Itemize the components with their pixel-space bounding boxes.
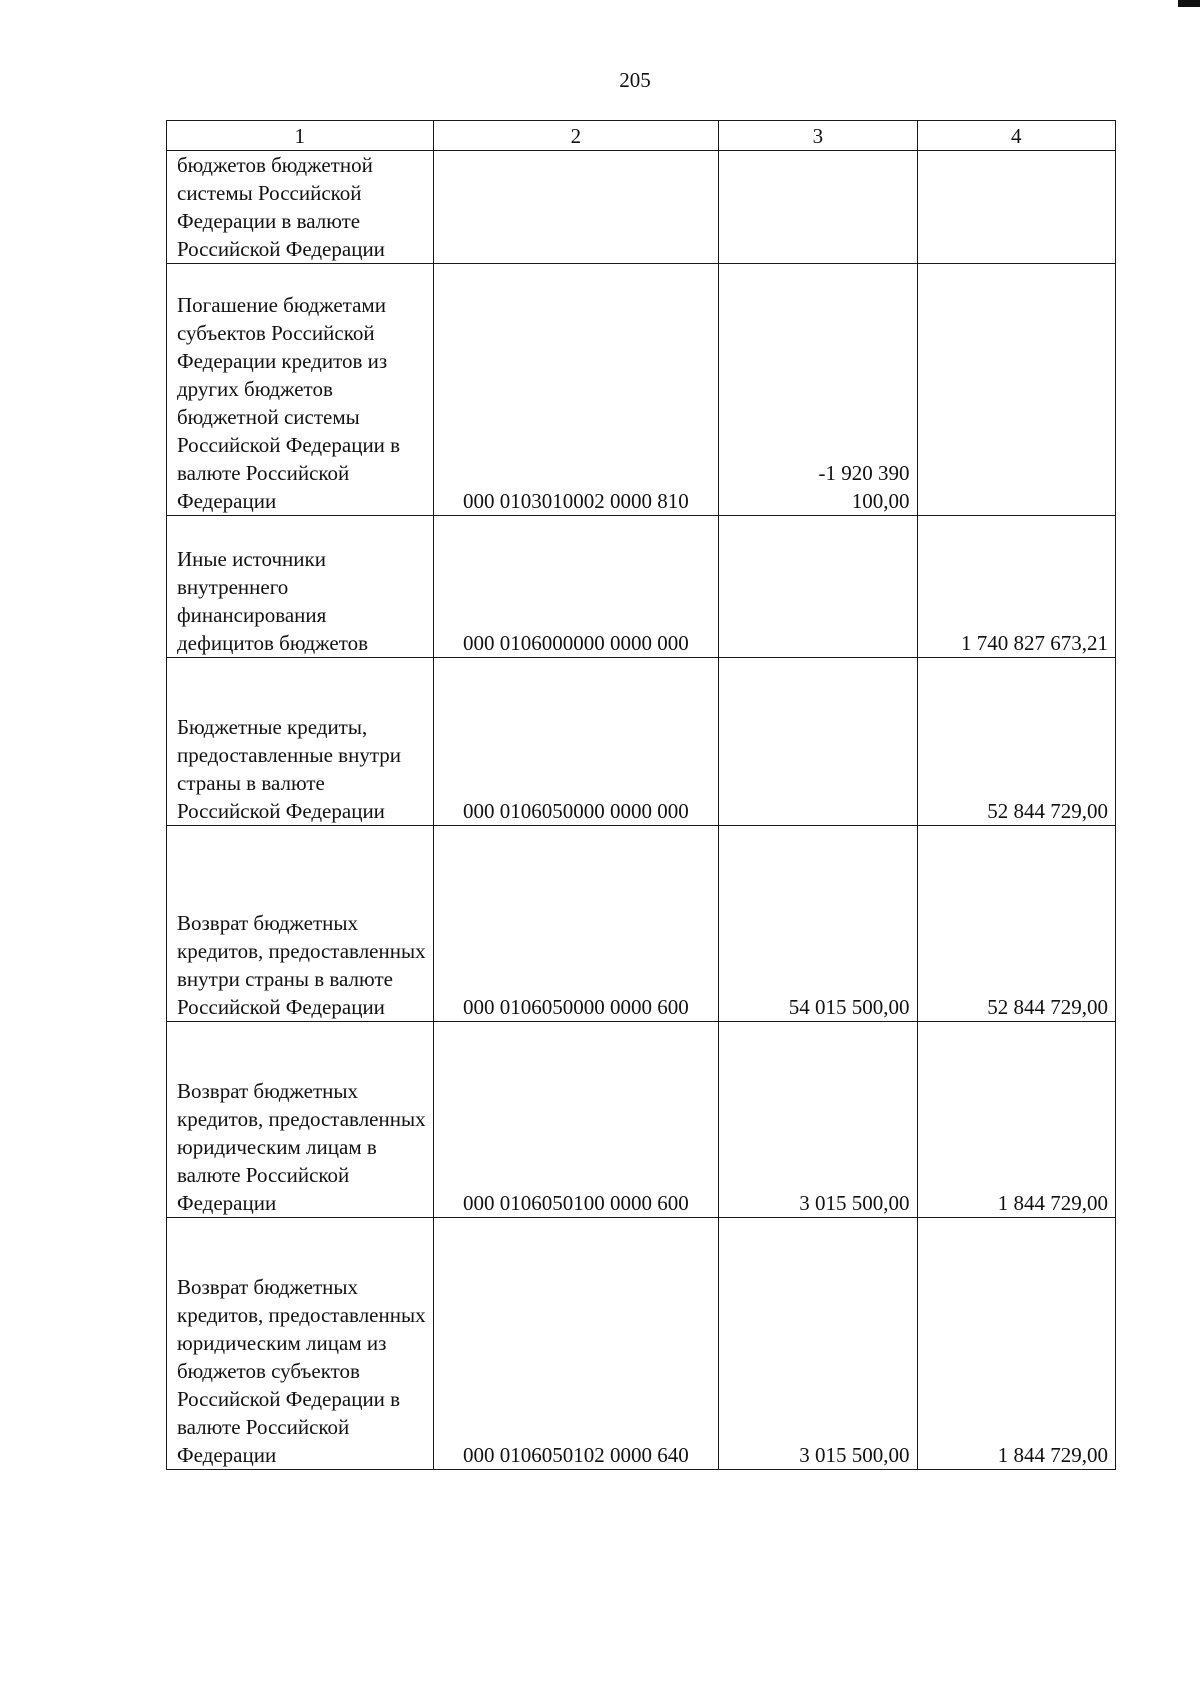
header-cell-2: 2	[433, 121, 719, 151]
table-row	[167, 516, 1116, 658]
table-row	[167, 264, 1116, 516]
budget-sources-table	[166, 120, 1116, 1470]
row-value-col4: 1 740 827 673,21	[961, 631, 1108, 655]
row-code: 000 0106050000 0000 600	[462, 995, 689, 1019]
row-value-col4: 1 844 729,00	[997, 1191, 1108, 1215]
table-row	[167, 1218, 1116, 1470]
page-number: 205	[619, 68, 651, 92]
row-name: Возврат бюджетных кредитов, предоставленных внутри страны в валюте Российской Федерации	[177, 911, 426, 1019]
row-value-col3: 3 015 500,00	[799, 1191, 910, 1215]
row-name: Возврат бюджетных кредитов, предоставленных юридическим лицам в валюте Российской Федерации	[177, 1079, 426, 1215]
row-code: 000 0106000000 0000 000	[462, 631, 689, 655]
row-name: Возврат бюджетных кредитов, предоставленных юридическим лицам из бюджетов субъектов Российской Федерации в валюте Российской Федерации	[177, 1275, 426, 1467]
row-name: бюджетов бюджетной системы Российской Федерации в валюте Российской Федерации	[177, 153, 385, 261]
row-value-col3: -1 920 390 100,00	[818, 461, 910, 513]
row-name: Бюджетные кредиты, предоставленные внутри страны в валюте Российской Федерации	[177, 715, 401, 823]
table-header-row	[167, 121, 1116, 151]
table-row	[167, 826, 1116, 1022]
header-cell-1: 1	[167, 121, 434, 151]
scan-corner-mark	[1178, 0, 1200, 7]
row-code: 000 0106050100 0000 600	[462, 1191, 689, 1215]
row-value-col3: 54 015 500,00	[788, 995, 910, 1019]
row-code: 000 0106050000 0000 000	[462, 799, 689, 823]
row-value-col3: 3 015 500,00	[799, 1443, 910, 1467]
table-row	[167, 151, 1116, 264]
row-code: 000 0106050102 0000 640	[462, 1443, 689, 1467]
header-cell-4: 4	[917, 121, 1115, 151]
row-code: 000 0103010002 0000 810	[462, 489, 689, 513]
row-value-col4: 1 844 729,00	[997, 1443, 1108, 1467]
row-value-col4: 52 844 729,00	[987, 995, 1108, 1019]
header-cell-3: 3	[719, 121, 917, 151]
row-value-col4: 52 844 729,00	[987, 799, 1108, 823]
table-row	[167, 1022, 1116, 1218]
table-row	[167, 658, 1116, 826]
row-name: Погашение бюджетами субъектов Российской Федерации кредитов из других бюджетов бюджетной системы Российской Федерации в валюте Российской Федерации	[177, 293, 401, 513]
row-name: Иные источники внутреннего финансирования дефицитов бюджетов	[177, 547, 369, 655]
